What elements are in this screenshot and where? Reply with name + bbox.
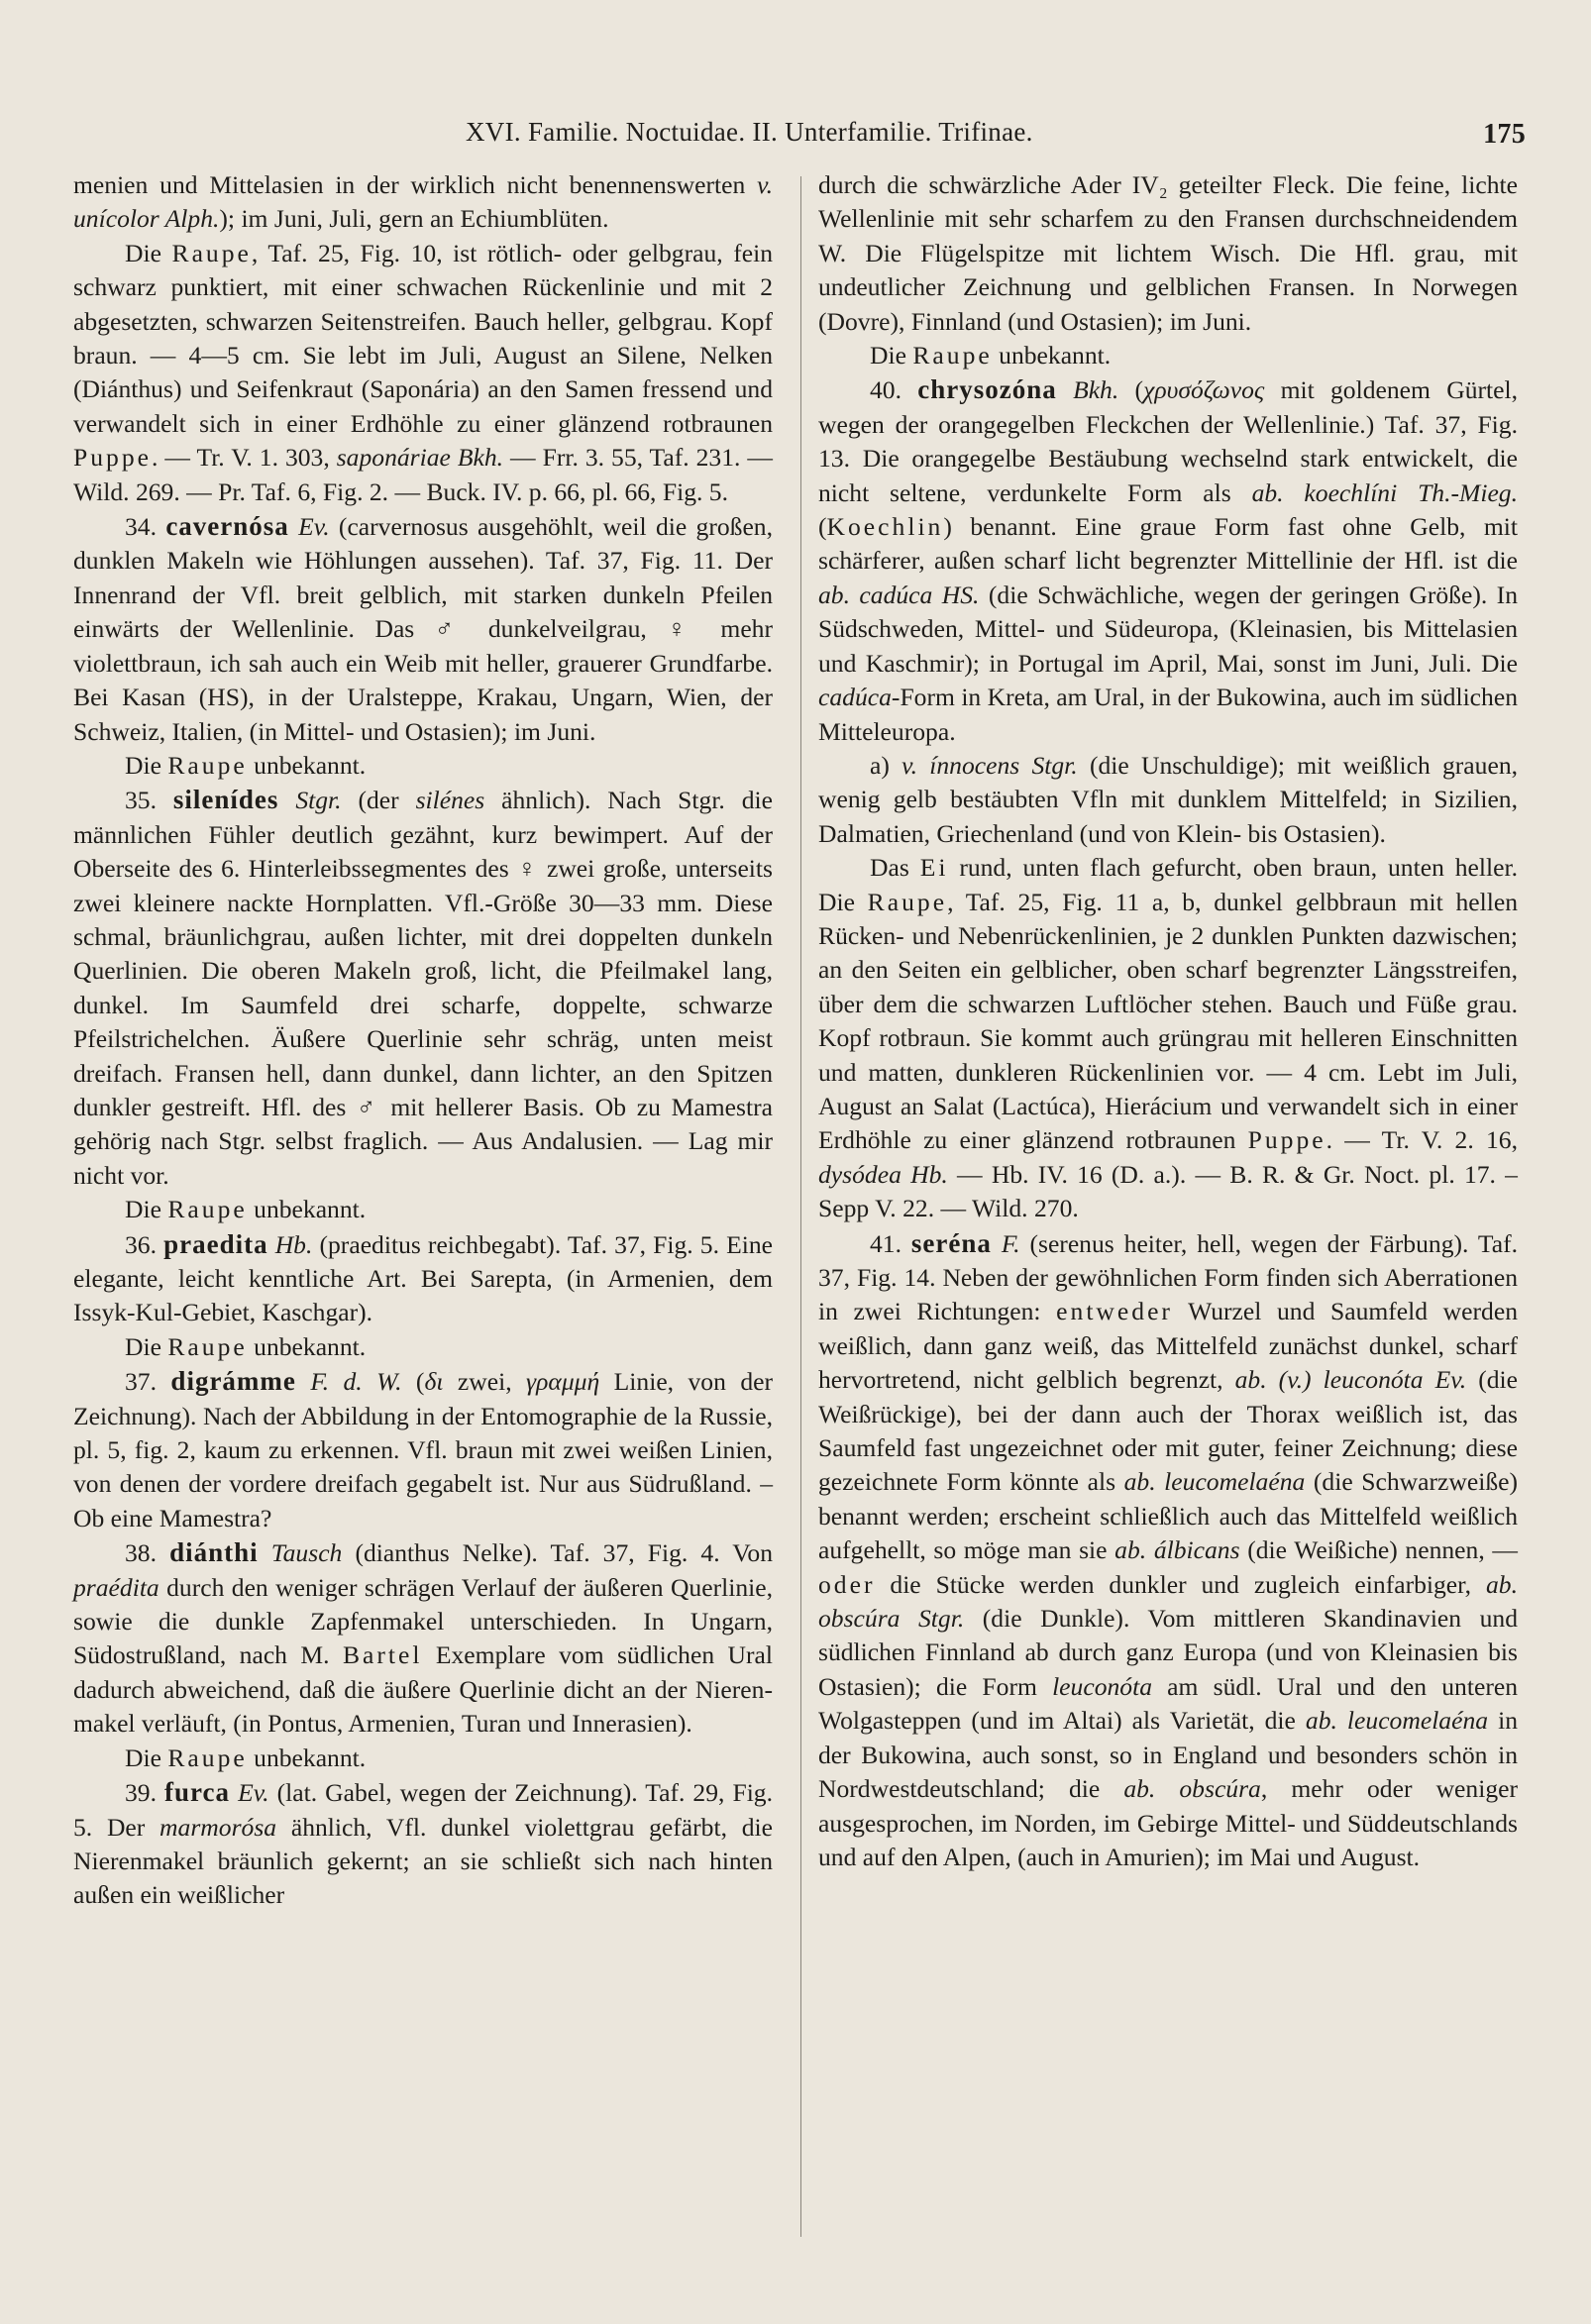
text-run: 35. <box>125 786 173 815</box>
italic-text: ab. álbicans <box>1114 1535 1240 1565</box>
italic-text: δι <box>424 1367 444 1397</box>
species-name: cavernósa <box>165 511 289 542</box>
text-run: Die <box>125 1195 168 1224</box>
text-run: unbekannt. <box>247 1195 367 1224</box>
italic-text: ab. leucomelaéna <box>1123 1467 1306 1497</box>
text-run: ( <box>1118 375 1144 405</box>
species-name: silenídes <box>172 785 279 815</box>
italic-text: saponáriae Bkh. <box>336 443 504 473</box>
spaced-text: Raupe <box>171 238 252 267</box>
left-paragraph <box>73 1227 773 1330</box>
italic-text: cadúca <box>818 683 892 712</box>
text-run: Wurzel und Saumfeld werden weißlich, dann ganz weiß, das Mittelfeld zunächst dunkel, scharf hervortretend, nicht gelblich begrenzt, <box>818 1297 1518 1395</box>
text-run: (der <box>341 786 416 815</box>
text-run: 36. <box>125 1229 164 1259</box>
spaced-text: oder <box>818 1569 876 1599</box>
left-paragraph <box>73 1330 773 1364</box>
italic-text: dysódea Hb. <box>818 1159 948 1189</box>
italic-text: χρυσόζωνος <box>1143 375 1265 405</box>
italic-text: F. <box>1001 1228 1020 1258</box>
italic-text: Tausch <box>270 1538 343 1568</box>
left-paragraph <box>73 749 773 783</box>
text-run: (praeditus reichbegabt). Taf. 37, Fig. 5. Eine elegante, leicht kenntliche Art. Bei Sarepta, (in Armenien, dem Issyk-Kul-Gebiet, Kaschgar). <box>73 1229 774 1327</box>
text-run: a) <box>870 750 902 780</box>
text-run: unbekannt. <box>992 341 1112 370</box>
text-run: ähnlich). Nach Stgr. die männlichen Fühler deutlich gezähnt, kurz bewimpert. Auf der Oberseite des 6. Hinterleibssegmentes des ♀ zwei große, unterseits zwei kleinere nackte Hornplatten. Vfl.-Größe 30—33 mm. Diese schmal, bräunlichgrau, außen lichter, mit drei doppelten dunkeln Querlinien. Die oberen Makeln groß, licht, die Pfeilmakel lang, dunkel. Im Saumfeld drei scharfe, doppelte, schwarze Pfeilstrichelchen. Äußere Querlinie sehr schräg, unten meist dreifach. Fransen hell, dann dunkel, dann lichter, an den Spitzen dunkler gestreift. Hfl. des ♂ mit hellerer Basis. Ob zu Mamestra gehörig nach Stgr. selbst fraglich. — Aus Andalusien. — Lag mir nicht vor. <box>73 786 773 1190</box>
text-run: in der Bukowina, auch sonst, so in England und besonders schön in Nordwestdeutschland; die <box>818 1706 1518 1804</box>
text-run <box>296 1367 310 1396</box>
text-run: Das <box>870 853 920 883</box>
text-run: menien und Mittelasien in der wirklich nicht benennenswerten <box>73 170 758 199</box>
text-run: (die Weißiche) nennen, — <box>1239 1535 1518 1565</box>
text-run: durch den weniger schrägen Verlauf der äußeren Querlinie, sowie die dunkle Zapfenmakel unterschieden. In Ungarn, Südostrußland, nach M. <box>73 1572 773 1670</box>
spaced-text: Puppe <box>73 443 152 473</box>
text-run: Die <box>125 750 168 780</box>
text-run: (carvernosus ausgehöhlt, weil die großen, dunklen Makeln wie Höhlungen aussehen). Taf. 37, Fig. 11. Der Innenrand der Vfl. breit gelblich, mit starken dunkeln Pfeilen einwärts der Wellenlinie. Das ♂ dunkelveilgrau, ♀ mehr violettbraun, ich sah auch ein Weib mit heller, grauerer Grundfarbe. Bei Kasan (HS), in der Uralsteppe, Krakau, Ungarn, Wien, der Schweiz, Italien, (in Mittel- und Ostasien); im Juni. <box>73 512 773 746</box>
left-paragraph <box>73 1535 773 1741</box>
text-run: Die <box>125 238 172 267</box>
text-run: 40. <box>870 375 918 405</box>
spaced-text: Raupe <box>167 1195 248 1224</box>
text-run: rund, unten flach gefurcht, oben braun, unten heller. Die <box>818 853 1518 916</box>
left-paragraph <box>73 509 773 749</box>
text-run: . — Tr. V. 1. 303, <box>151 443 337 473</box>
text-run: unbekannt. <box>247 1331 367 1361</box>
page-header <box>456 117 1526 166</box>
italic-text: ab. (v.) leuconóta Ev. <box>1234 1365 1467 1395</box>
text-run: Exemplare vom südlichen Ural dadurch abweichend, daß die äußere Querlinie dicht an der Nierenmakel verläuft, (in Pontus, Armenien, Turan und Innerasien). <box>73 1640 773 1739</box>
left-paragraph <box>73 1364 773 1535</box>
text-run: (die Schwarzweiße) benannt werden; erscheint schließlich auch das Mittelfeld weißlich aufgehellt, so möge man sie <box>818 1467 1518 1565</box>
italic-text: γραμμή <box>526 1367 600 1397</box>
italic-text: v. unícolor Alph. <box>73 170 773 234</box>
text-run: . — Tr. V. 2. 16, <box>1326 1125 1518 1155</box>
italic-text: ab. koechlíni Th.-Mieg. <box>1251 477 1519 507</box>
left-paragraph <box>73 783 773 1193</box>
spaced-text: Koechlin <box>826 512 944 542</box>
italic-text: F. d. W. <box>310 1367 402 1397</box>
text-run <box>289 512 298 541</box>
left-column <box>73 168 773 1913</box>
left-paragraph <box>73 1193 773 1226</box>
text-run: ) benannt. Eine graue Form fast ohne Gelb, mit schärferer, außen scharf licht begrenzter Mittellinie der Hfl. ist die <box>818 512 1518 576</box>
italic-text: ab. obscúra Stgr. <box>818 1569 1518 1634</box>
italic-text: leuconóta <box>1052 1671 1152 1701</box>
italic-text: Ev. <box>238 1778 269 1808</box>
text-run: durch die schwärzliche Ader IV₂ geteilter Fleck. Die feine, lichte Wellenlinie mit sehr scharfem zu den Fransen durchschneidendem W. Die Flügelspitze mit lichtem Wisch. Die Hfl. grau, mit undeutlicher Zeichnung und gelblichen Fransen. In Norwegen (Dovre), Finnland (und Ostasien); im Juni. <box>818 170 1518 336</box>
text-run: 41. <box>870 1228 911 1258</box>
text-run: — Frr. 3. 55, Taf. 231. — Wild. 269. — Pr. Taf. 6, Fig. 2. — Buck. IV. p. 66, pl. 66, Fig. 5. <box>73 443 773 506</box>
text-run: , Taf. 25, Fig. 10, ist rötlich- oder gelbgrau, fein schwarz punktiert, mit einer schwachen Rückenlinie und mit 2 abgesetzten, schwarzen Seitenstreifen. Bauch heller, gelbgrau. Kopf braun. — 4—5 cm. Sie lebt im Juli, August an Silene, Nelken (Diánthus) und Seifenkraut (Saponária) an den Samen fressend und verwandelt sich in einer Erdhöhle zu einer glänzend rotbraunen <box>73 238 773 438</box>
species-name: digrámme <box>170 1366 296 1397</box>
text-run: Die <box>125 1331 168 1361</box>
right-paragraph <box>818 851 1518 1225</box>
column-divider <box>800 176 801 2237</box>
text-run: (die Unschuldige); mit weißlich grauen, wenig gelb bestäubten Vfln mit dunklem Mittelfeld; in Sizilien, Dalmatien, Griechenland (und von Klein- bis Ostasien). <box>818 750 1519 848</box>
right-column <box>818 168 1518 1874</box>
spaced-text: Bartel <box>342 1640 423 1670</box>
italic-text: ab. cadúca HS. <box>818 580 980 609</box>
text-run: (lat. Gabel, wegen der Zeichnung). Taf. 29, Fig. 5. Der <box>73 1778 773 1842</box>
text-run: -Form in Kreta, am Ural, in der Bukowina, auch im südlichen Mitteleuropa. <box>818 683 1518 746</box>
text-run: 34. <box>125 512 166 542</box>
text-run: 37. <box>125 1367 171 1397</box>
spaced-text: Raupe <box>167 750 248 780</box>
text-run: ( <box>401 1367 425 1397</box>
italic-text: v. ínnocens Stgr. <box>902 750 1078 780</box>
text-run: 38. <box>125 1538 170 1568</box>
text-run: unbekannt. <box>247 750 367 780</box>
species-name: furca <box>164 1777 231 1808</box>
text-run <box>1057 375 1073 404</box>
text-run: mit goldenem Gürtel, wegen der orangegelben Fleckchen der Wellenlinie.) Taf. 37, Fig. 13. Die orangegelbe Bestäubung wechselnd stark entwickelt, die nicht seltene, verdunkelte Form als <box>818 375 1518 507</box>
text-run: (die Schwächliche, wegen der geringen Größe). In Südschweden, Mittel- und Südeuropa, (Kleinasien, bis Mittelasien und Kaschmir); in Portugal im April, Mai, sonst im Juni, Juli. Die <box>818 580 1519 678</box>
text-run: Die <box>870 341 913 370</box>
text-run: die Stücke werden dunkler und zugleich einfarbiger, <box>875 1569 1486 1599</box>
left-paragraph <box>73 1775 773 1913</box>
spaced-text: Puppe <box>1247 1125 1326 1155</box>
italic-text: ab. obscúra <box>1123 1774 1261 1804</box>
italic-text: ab. leucomelaéna <box>1305 1706 1489 1736</box>
italic-text: silénes <box>415 786 485 815</box>
species-name: seréna <box>910 1227 992 1258</box>
text-run <box>992 1229 1002 1258</box>
text-run: unbekannt. <box>247 1743 367 1772</box>
spaced-text: Ei <box>919 853 949 883</box>
text-run: zwei, <box>443 1367 527 1397</box>
spaced-text: entweder <box>1056 1297 1173 1326</box>
running-title: XVI. Familie. Noctuidae. II. Unterfamilie. Trifinae. <box>466 117 1033 147</box>
spaced-text: Raupe <box>167 1743 248 1772</box>
text-run <box>259 1538 271 1567</box>
text-run: (dianthus Nelke). Taf. 37, Fig. 4. Von <box>342 1538 774 1568</box>
italic-text: Bkh. <box>1073 375 1119 405</box>
italic-text: marmorósa <box>159 1812 277 1842</box>
text-run: (serenus heiter, hell, wegen der Färbung). Taf. 37, Fig. 14. Neben der gewöhnlichen Form finden sich Aberrationen in zwei Richtungen: <box>818 1228 1518 1326</box>
left-paragraph <box>73 1742 773 1775</box>
page-number: 175 <box>1483 119 1526 150</box>
right-paragraph <box>818 168 1518 339</box>
text-run: 39. <box>125 1778 165 1808</box>
right-paragraph <box>818 372 1518 748</box>
spaced-text: Raupe <box>912 341 993 370</box>
text-run <box>268 1230 275 1259</box>
text-run: Linie, von der Zeichnung). Nach der Abbildung in der Entomographie de la Russie, pl. 5, fig. 2, kaum zu erkennen. Vfl. braun mit zwei weißen Linien, von denen der vordere dreifach gegabelt ist. Nur aus Südrußland. – Ob eine Mamestra? <box>73 1367 773 1532</box>
text-run: , mehr oder weniger ausgesprochen, im Norden, im Gebirge Mittel- und Süddeutschlands und auf den Alpen, (auch in Amurien); im Mai und August. <box>818 1774 1519 1871</box>
spaced-text: Raupe <box>167 1331 248 1361</box>
text-run <box>278 786 295 814</box>
species-name: praedita <box>163 1228 268 1259</box>
spaced-text: Raupe <box>867 887 948 916</box>
left-paragraph <box>73 168 773 237</box>
text-run: Die <box>125 1743 168 1772</box>
text-run: (die Weißrückige), bei der dann auch der Thorax weißlich ist, das Saumfeld fast ungezeichnet oder mit guter, feiner Zeichnung; diese gezeichnete Form könnte als <box>818 1365 1518 1497</box>
text-run: ); im Juni, Juli, gern an Echiumblüten. <box>219 204 609 234</box>
italic-text: praédita <box>73 1572 159 1602</box>
text-run: am südl. Ural und den unteren Wolgasteppen (und im Altai) als Varietät, die <box>818 1671 1518 1736</box>
text-run: , Taf. 25, Fig. 11 a, b, dunkel gelbbraun mit hellen Rücken- und Nebenrückenlinien, je 2 dunklen Punkten dazwischen; an den Seiten ein gelblicher, oben scharf begrenzter Längsstreifen, über dem die schwarzen Luftlöcher stehen. Bauch und Füße grau. Kopf rotbraun. Sie kommt auch grüngrau mit helleren Einschnitten und matten, dunkleren Rückenlinien vor. — 4 cm. Lebt im Juli, August an Salat (Lactúca), Hierácium und verwandelt sich in einer Erdhöhle zu einer glänzend rotbraunen <box>818 887 1518 1155</box>
text-run <box>230 1778 238 1807</box>
italic-text: Ev. <box>298 512 330 542</box>
text-run: — Hb. IV. 16 (D. a.). — B. R. & Gr. Noct. pl. 17. – Sepp V. 22. — Wild. 270. <box>818 1159 1518 1223</box>
species-name: chrysozóna <box>917 374 1057 405</box>
italic-text: Hb. <box>274 1229 313 1259</box>
right-paragraph <box>818 339 1518 372</box>
left-paragraph <box>73 237 773 509</box>
species-name: diánthi <box>169 1537 259 1568</box>
right-paragraph <box>818 749 1518 851</box>
text-run: ähnlich, Vfl. dunkel violettgrau gefärbt, die Nierenmakel bräunlich gekernt; an sie schließt sich nach hinten außen ein weißlicher <box>73 1812 773 1910</box>
text-run: ( <box>818 512 827 542</box>
italic-text: Stgr. <box>295 786 342 815</box>
right-paragraph <box>818 1226 1518 1875</box>
text-run: (die Dunkle). Vom mittleren Skandinavien und südlichen Finnland ab durch ganz Europa (und von Kleinasien bis Ostasien); die Form <box>818 1604 1519 1701</box>
